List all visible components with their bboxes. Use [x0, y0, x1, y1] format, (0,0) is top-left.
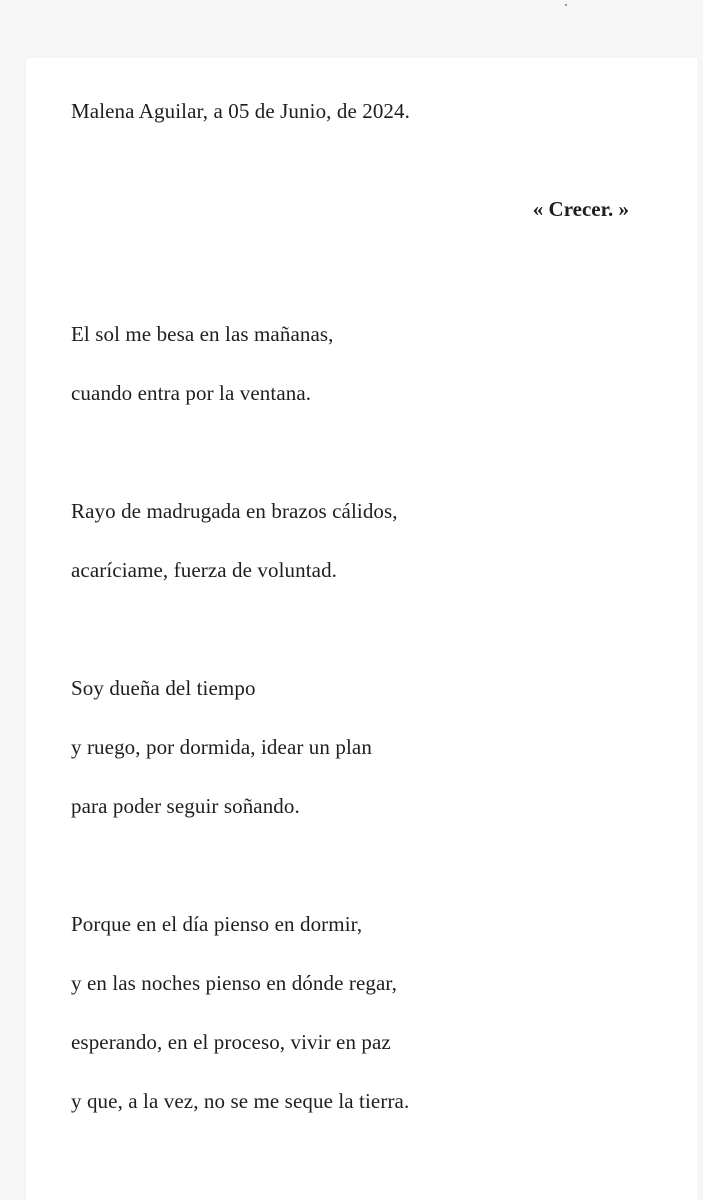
document-page	[26, 58, 698, 1200]
poem-line: y en las noches pienso en dónde regar,	[71, 971, 398, 995]
poem-line: Porque en el día pienso en dormir,	[71, 912, 363, 936]
poem-line: cuando entra por la ventana.	[71, 381, 312, 405]
poem-line: esperando, en el proceso, vivir en paz	[71, 1030, 391, 1054]
poem-line: Soy dueña del tiempo	[71, 676, 256, 700]
dot-mark	[565, 4, 567, 6]
poem-line: Rayo de madrugada en brazos cálidos,	[71, 499, 398, 523]
poem-title: « Crecer. »	[532, 197, 629, 221]
date-line: Malena Aguilar, a 05 de Junio, de 2024.	[71, 99, 410, 123]
poem-line: acaríciame, fuerza de voluntad.	[71, 558, 338, 582]
poem-line: y ruego, por dormida, idear un plan	[71, 735, 372, 759]
poem-line: El sol me besa en las mañanas,	[71, 322, 334, 346]
poem-line: para poder seguir soñando.	[71, 794, 300, 818]
poem-line: y que, a la vez, no se me seque la tierra.	[71, 1089, 410, 1113]
